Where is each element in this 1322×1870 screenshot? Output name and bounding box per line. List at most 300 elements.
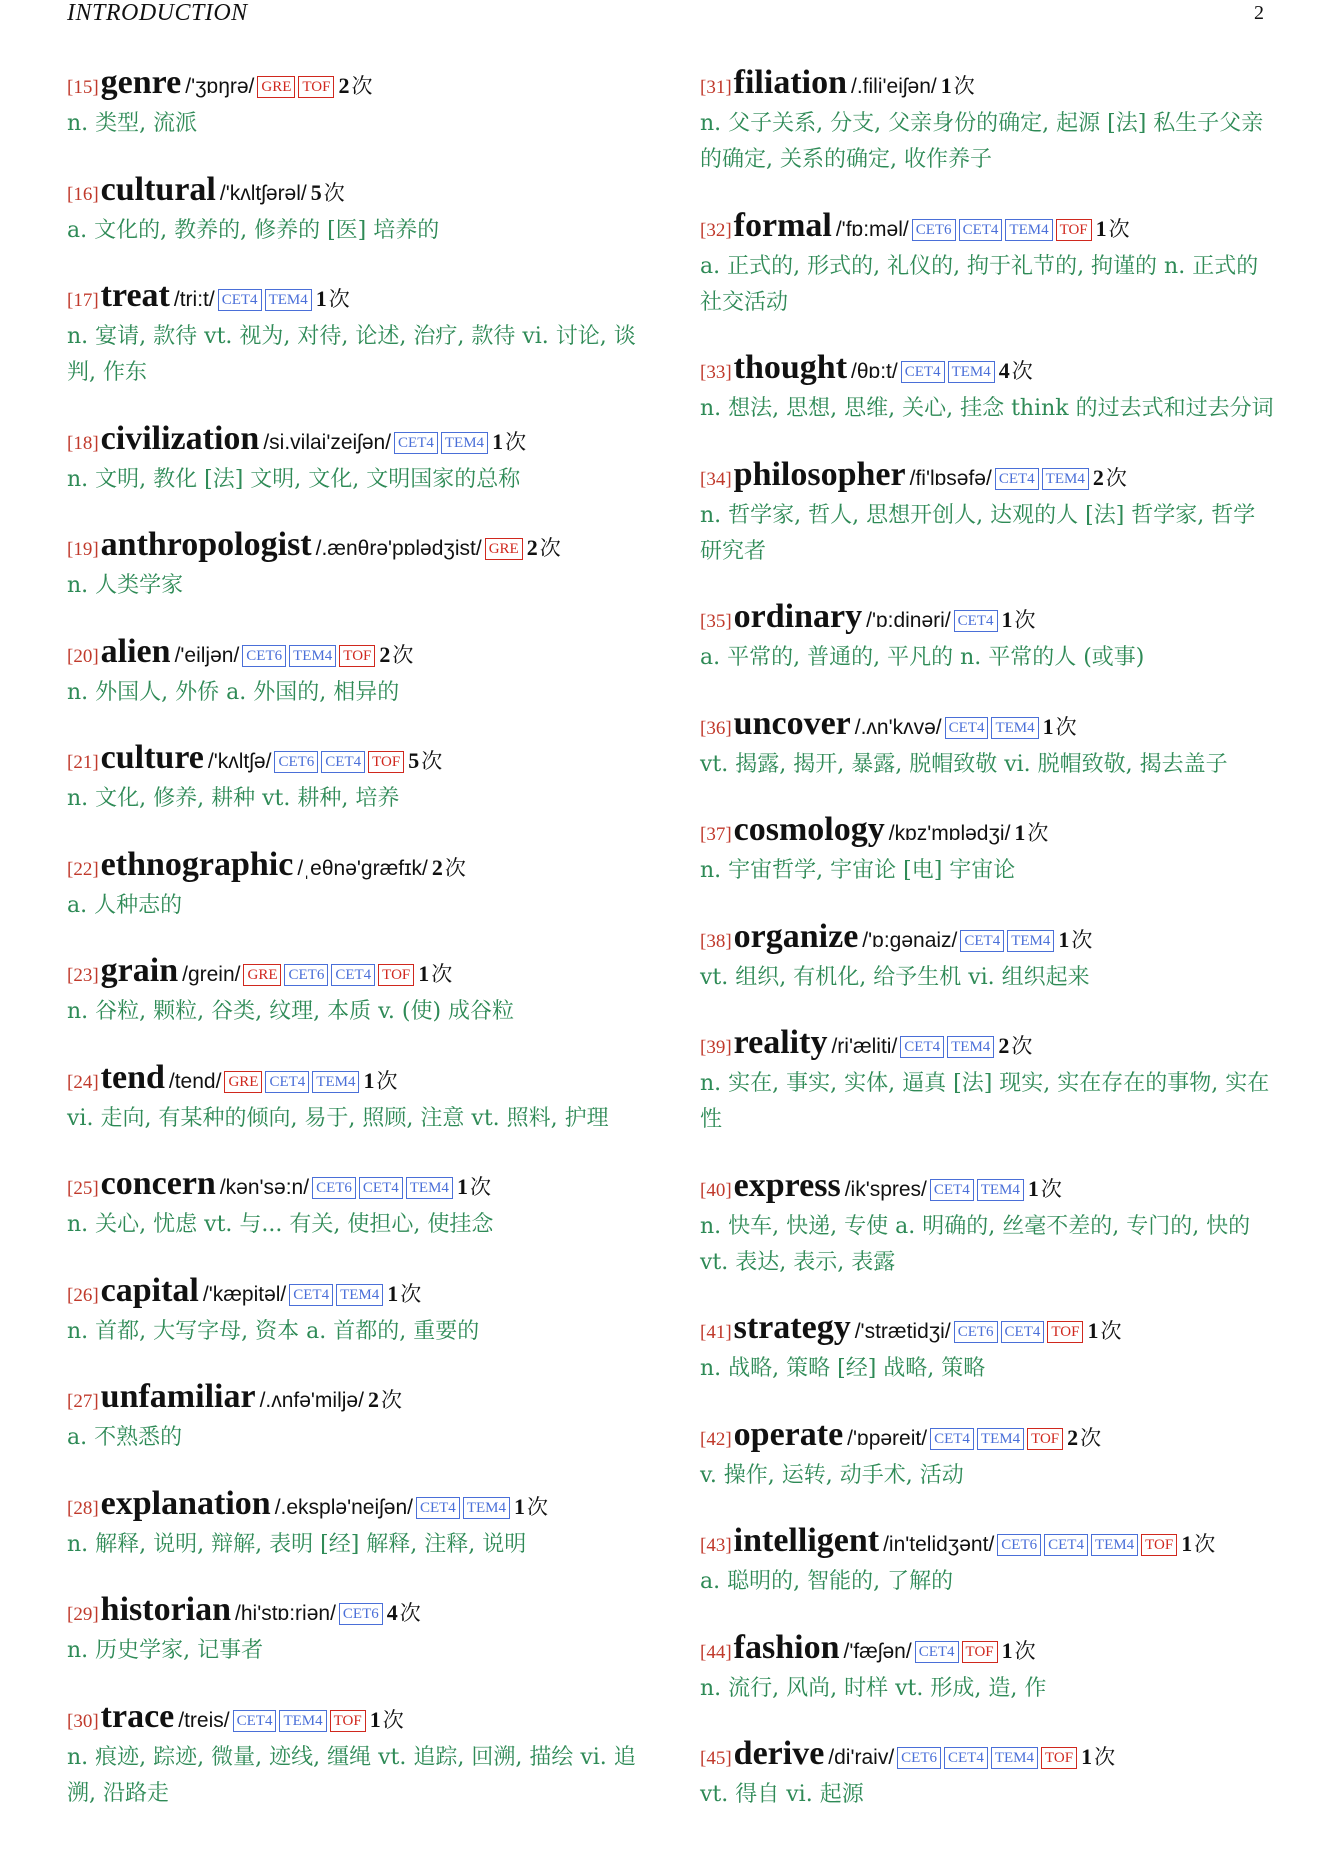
entry-number: [27] [67, 1391, 99, 1412]
headword: filiation [733, 64, 847, 101]
entry-headline [700, 599, 1275, 640]
vocab-entry [700, 350, 1275, 427]
phonetic: /grein/ [182, 963, 241, 986]
phonetic: /.ænθrə'pɒlədʒist/ [315, 537, 482, 560]
frequency-unit: 次 [953, 74, 975, 98]
entry-headline [700, 457, 1275, 498]
exam-tag-cet4: CET4 [233, 1710, 277, 1732]
frequency-count: 1 [1087, 1318, 1099, 1343]
entry-number: [31] [700, 77, 732, 98]
entry-headline [67, 1486, 645, 1527]
phonetic: /in'telidʒənt/ [883, 1533, 995, 1556]
exam-tag-cet4: CET4 [901, 361, 945, 383]
phonetic: /kən'sə:n/ [219, 1176, 310, 1199]
frequency-count: 2 [526, 535, 538, 560]
frequency-count: 1 [1001, 1637, 1013, 1663]
headword: unfamiliar [100, 1378, 256, 1415]
frequency-unit: 次 [469, 1175, 491, 1199]
frequency-unit: 次 [539, 536, 561, 560]
frequency-unit: 次 [1014, 608, 1036, 632]
headword: ordinary [733, 598, 863, 635]
entry-headline [67, 421, 645, 462]
exam-tag-cet4: CET4 [416, 1497, 460, 1519]
phonetic: /'fɒ:məl/ [835, 217, 909, 241]
frequency-count: 1 [1042, 713, 1054, 739]
vocab-entry [67, 278, 645, 391]
frequency-count: 1 [369, 1706, 381, 1732]
exam-tag-cet4: CET4 [1044, 1534, 1088, 1556]
frequency-count: 1 [1027, 1175, 1039, 1201]
headword: historian [100, 1591, 232, 1628]
definition: a. 平常的, 普通的, 平凡的 n. 平常的人 (或事) [700, 645, 1145, 670]
definition: n. 人类学家 [67, 573, 184, 598]
phonetic: /.ʌnfə'miljə/ [259, 1389, 364, 1412]
exam-tag-cet4: CET4 [218, 289, 262, 311]
phonetic: /fi'lɒsəfə/ [909, 466, 992, 490]
exam-tag-tem4: TEM4 [312, 1071, 359, 1093]
exam-tag-cet4: CET4 [359, 1177, 403, 1199]
entry-number: [38] [700, 930, 732, 952]
frequency-count: 1 [1095, 215, 1107, 241]
entry-number: [41] [700, 1322, 732, 1343]
definition: n. 父子关系, 分支, 父亲身份的确定, 起源 [法] 私生子父亲的确定, 关系的确定, 收作养子 [700, 111, 1264, 172]
phonetic: /.fili'eiʃən/ [851, 75, 937, 98]
exam-tag-cet4: CET4 [265, 1071, 309, 1093]
entry-number: [26] [67, 1284, 99, 1306]
definition: vt. 组织, 有机化, 给予生机 vi. 组织起来 [700, 964, 1090, 990]
frequency-unit: 次 [400, 1281, 422, 1306]
definition: n. 解释, 说明, 辩解, 表明 [经] 解释, 注释, 说明 [67, 1531, 527, 1557]
exam-tag-tof: TOF [962, 1641, 998, 1663]
exam-tag-cet6: CET6 [997, 1534, 1041, 1556]
vocab-entry [67, 634, 645, 711]
frequency-unit: 次 [1011, 1034, 1033, 1058]
definition: n. 历史学家, 记事者 [67, 1638, 264, 1663]
entry-headline [700, 812, 1275, 853]
exam-tag-tof: TOF [1047, 1321, 1083, 1343]
definition: vi. 走向, 有某种的倾向, 易于, 照顾, 注意 vt. 照料, 护理 [67, 1105, 609, 1131]
vocab-entry [67, 1699, 645, 1812]
exam-tag-cet6: CET6 [274, 751, 318, 773]
exam-tag-tof: TOF [330, 1710, 366, 1732]
frequency-count: 5 [310, 179, 322, 205]
vocab-entry [700, 1523, 1275, 1600]
headword: genre [100, 64, 182, 101]
frequency-unit: 次 [421, 749, 443, 773]
phonetic: /ri'æliti/ [831, 1035, 898, 1058]
vocab-entry [67, 421, 645, 498]
entry-headline [67, 172, 645, 213]
entry-number: [20] [67, 645, 99, 667]
headword: intelligent [733, 1522, 880, 1559]
vocab-entry [700, 1168, 1275, 1281]
definition: v. 操作, 运转, 动手术, 活动 [700, 1462, 964, 1488]
entry-headline [67, 1166, 645, 1207]
vocab-entry [700, 208, 1275, 321]
frequency-count: 2 [998, 1033, 1010, 1058]
definition: n. 首都, 大写字母, 资本 a. 首都的, 重要的 [67, 1318, 480, 1344]
frequency-unit: 次 [376, 1068, 398, 1093]
exam-tag-tof: TOF [368, 751, 404, 773]
entry-number: [17] [67, 290, 99, 311]
definition: vt. 得自 vi. 起源 [700, 1782, 864, 1807]
phonetic: /'strætidʒi/ [854, 1320, 951, 1343]
frequency-count: 1 [363, 1067, 375, 1093]
headword: alien [100, 632, 171, 670]
exam-tag-tof: TOF [1041, 1747, 1077, 1769]
exam-tag-cet4: CET4 [289, 1284, 333, 1306]
entry-number: [44] [700, 1641, 732, 1663]
exam-tag-tof: TOF [378, 964, 414, 986]
exam-tag-gre: GRE [224, 1071, 262, 1093]
entry-headline [67, 278, 645, 319]
definition: n. 痕迹, 踪迹, 微量, 迹线, 缰绳 vt. 追踪, 回溯, 描绘 vi. 追溯, 沿路走 [67, 1744, 636, 1806]
entry-headline [700, 1523, 1275, 1564]
definition: n. 关心, 忧虑 vt. 与... 有关, 使担心, 使挂念 [67, 1212, 494, 1237]
headword: reality [733, 1024, 828, 1061]
frequency-unit: 次 [1080, 1425, 1102, 1450]
headword: grain [100, 952, 179, 989]
exam-tag-tem4: TEM4 [947, 1036, 994, 1058]
definition: n. 类型, 流派 [67, 111, 198, 136]
headword: capital [100, 1271, 199, 1309]
frequency-count: 2 [379, 641, 391, 667]
exam-tag-cet4: CET4 [900, 1036, 944, 1058]
entry-headline [700, 1168, 1275, 1209]
headword: formal [733, 206, 832, 244]
frequency-count: 1 [315, 286, 327, 311]
phonetic: /'kʌltʃərəl/ [219, 181, 307, 205]
phonetic: /kɒz'mɒlədʒi/ [888, 822, 1011, 845]
exam-tag-cet4: CET4 [930, 1179, 974, 1201]
phonetic: /ˌeθnə'græfɪk/ [297, 856, 428, 880]
headword: derive [733, 1735, 825, 1772]
entry-number: [18] [67, 432, 99, 454]
phonetic: /treis/ [178, 1708, 230, 1732]
vocab-entry [67, 1592, 645, 1669]
exam-tag-cet6: CET6 [954, 1321, 998, 1343]
phonetic: /'ɒ:dinəri/ [866, 609, 951, 632]
headword: express [733, 1166, 841, 1204]
exam-tag-tem4: TEM4 [289, 645, 336, 667]
exam-tag-tem4: TEM4 [991, 1747, 1038, 1769]
exam-tag-cet6: CET6 [242, 645, 286, 667]
frequency-unit: 次 [399, 1601, 421, 1625]
vocab-entry [700, 706, 1275, 783]
exam-tag-tem4: TEM4 [279, 1710, 326, 1732]
phonetic: /'ɒ:gənaiz/ [862, 928, 958, 952]
phonetic: /'eiljən/ [174, 643, 240, 667]
definition: a. 不熟悉的 [67, 1425, 183, 1450]
frequency-count: 1 [1181, 1531, 1193, 1556]
vocab-entry [700, 599, 1275, 676]
entry-number: [23] [67, 965, 99, 986]
vocab-entry [700, 1025, 1275, 1138]
definition: n. 哲学家, 哲人, 思想开创人, 达观的人 [法] 哲学家, 哲学研究者 [700, 502, 1256, 564]
entry-headline [67, 65, 645, 106]
entry-headline [700, 1310, 1275, 1351]
headword: organize [733, 917, 859, 955]
vocab-entry [67, 527, 645, 604]
vocab-entry [67, 953, 645, 1030]
entry-headline [700, 919, 1275, 960]
entry-number: [28] [67, 1497, 99, 1519]
exam-tag-cet4: CET4 [945, 717, 989, 739]
phonetic: /.ʌn'kʌvə/ [854, 715, 942, 739]
phonetic: /'kʌltʃə/ [207, 750, 272, 773]
vocab-entry [67, 1273, 645, 1350]
phonetic: /'fæʃən/ [843, 1639, 912, 1663]
definition: n. 流行, 风尚, 时样 vt. 形成, 造, 作 [700, 1675, 1047, 1701]
entry-number: [15] [67, 77, 99, 98]
phonetic: /tend/ [168, 1069, 222, 1093]
frequency-count: 2 [338, 73, 350, 98]
frequency-unit: 次 [380, 1388, 402, 1412]
headword: treat [100, 277, 170, 314]
entry-number: [43] [700, 1535, 732, 1556]
entry-number: [37] [700, 824, 732, 845]
entry-headline [67, 740, 645, 781]
entry-number: [33] [700, 362, 732, 383]
entry-headline [700, 706, 1275, 747]
page-number: 2 [1254, 2, 1264, 24]
entry-number: [32] [700, 219, 732, 241]
entry-headline [67, 634, 645, 675]
exam-tag-gre: GRE [485, 538, 523, 560]
phonetic: /'ɒpəreit/ [847, 1426, 928, 1450]
headword: anthropologist [100, 526, 312, 563]
definition: a. 人种志的 [67, 892, 183, 918]
frequency-count: 1 [1001, 607, 1013, 632]
headword: culture [100, 739, 204, 776]
entry-number: [39] [700, 1037, 732, 1058]
entry-number: [45] [700, 1748, 732, 1769]
headword: thought [733, 349, 848, 386]
vocab-entry [67, 172, 645, 249]
left-column [67, 65, 645, 1841]
section-title: INTRODUCTION [67, 0, 248, 26]
entry-number: [36] [700, 717, 732, 739]
exam-tag-tem4: TEM4 [463, 1497, 510, 1519]
exam-tag-tof: TOF [1056, 219, 1092, 241]
exam-tag-cet4: CET4 [1001, 1321, 1045, 1343]
definition: a. 聪明的, 智能的, 了解的 [700, 1569, 954, 1594]
entry-number: [34] [700, 468, 732, 490]
vocab-entry [700, 1736, 1275, 1813]
vocab-entry [700, 457, 1275, 570]
frequency-count: 1 [387, 1280, 399, 1306]
frequency-unit: 次 [431, 962, 453, 986]
definition: n. 文化, 修养, 耕种 vt. 耕种, 培养 [67, 786, 400, 811]
headword: fashion [733, 1628, 840, 1666]
vocab-entry [67, 1060, 645, 1137]
entry-number: [29] [67, 1604, 99, 1625]
definition: vt. 揭露, 揭开, 暴露, 脱帽致敬 vi. 脱帽致敬, 揭去盖子 [700, 751, 1228, 777]
exam-tag-cet6: CET6 [339, 1603, 383, 1625]
definition: n. 快车, 快递, 专使 a. 明确的, 丝毫不差的, 专门的, 快的 vt. 表达, 表示, 表露 [700, 1213, 1251, 1275]
entry-headline [67, 847, 645, 888]
vocab-entry [67, 1379, 645, 1456]
headword: philosopher [733, 455, 906, 493]
exam-tag-tem4: TEM4 [977, 1179, 1024, 1201]
frequency-unit: 次 [526, 1494, 548, 1519]
exam-tag-cet4: CET4 [321, 751, 365, 773]
headword: explanation [100, 1484, 271, 1522]
entry-number: [24] [67, 1071, 99, 1093]
frequency-unit: 次 [444, 855, 466, 880]
frequency-unit: 次 [505, 429, 527, 454]
definition: n. 实在, 事实, 实体, 逼真 [法] 现实, 实在存在的事物, 实在性 [700, 1071, 1270, 1132]
definition: n. 宇宙哲学, 宇宙论 [电] 宇宙论 [700, 858, 1016, 883]
exam-tag-cet4: CET4 [944, 1747, 988, 1769]
frequency-unit: 次 [382, 1707, 404, 1732]
exam-tag-tem4: TEM4 [406, 1177, 453, 1199]
frequency-unit: 次 [1027, 821, 1049, 845]
phonetic: /ik'spres/ [844, 1177, 927, 1201]
frequency-count: 2 [431, 854, 443, 880]
vocab-entry [700, 812, 1275, 889]
page-header [0, 0, 1322, 30]
frequency-count: 1 [940, 73, 952, 98]
entry-number: [21] [67, 752, 99, 773]
entry-headline [67, 1060, 645, 1101]
exam-tag-tem4: TEM4 [1005, 219, 1052, 241]
vocab-entry [67, 740, 645, 817]
frequency-count: 1 [1081, 1744, 1093, 1769]
entry-headline [67, 953, 645, 994]
frequency-unit: 次 [392, 642, 414, 667]
definition: n. 外国人, 外侨 a. 外国的, 相异的 [67, 679, 400, 705]
frequency-count: 1 [456, 1174, 468, 1199]
frequency-count: 1 [418, 961, 430, 986]
frequency-count: 4 [998, 358, 1010, 383]
headword: uncover [733, 704, 851, 742]
definition: n. 战略, 策略 [经] 战略, 策略 [700, 1356, 986, 1381]
entry-number: [35] [700, 611, 732, 632]
definition: n. 宴请, 款待 vt. 视为, 对待, 论述, 治疗, 款待 vi. 讨论, 谈判, 作东 [67, 324, 636, 385]
frequency-count: 2 [1067, 1424, 1079, 1450]
exam-tag-cet4: CET4 [915, 1641, 959, 1663]
headword: operate [733, 1415, 844, 1453]
headword: cultural [100, 170, 216, 208]
entry-headline [700, 1630, 1275, 1671]
frequency-count: 2 [367, 1387, 379, 1412]
vocab-entry [67, 1166, 645, 1243]
entry-number: [40] [700, 1179, 732, 1201]
entry-headline [67, 1379, 645, 1420]
exam-tag-cet6: CET6 [912, 219, 956, 241]
entry-headline [700, 350, 1275, 391]
frequency-count: 1 [513, 1493, 525, 1519]
headword: concern [100, 1165, 216, 1202]
definition: n. 文明, 教化 [法] 文明, 文化, 文明国家的总称 [67, 466, 521, 492]
vocab-entry [67, 65, 645, 142]
entry-number: [30] [67, 1710, 99, 1732]
headword: civilization [100, 419, 260, 457]
frequency-unit: 次 [1071, 927, 1093, 952]
frequency-unit: 次 [1011, 359, 1033, 383]
frequency-count: 2 [1092, 464, 1104, 490]
exam-tag-cet4: CET4 [394, 432, 438, 454]
frequency-unit: 次 [1040, 1176, 1062, 1201]
frequency-unit: 次 [1105, 465, 1127, 490]
entry-headline [67, 1273, 645, 1314]
frequency-unit: 次 [328, 287, 350, 311]
vocab-entry [67, 847, 645, 924]
definition: n. 想法, 思想, 思维, 关心, 挂念 think 的过去式和过去分词 [700, 396, 1274, 421]
exam-tag-tem4: TEM4 [1091, 1534, 1138, 1556]
exam-tag-tof: TOF [298, 76, 334, 98]
frequency-count: 1 [492, 428, 504, 454]
frequency-count: 5 [408, 748, 420, 773]
exam-tag-cet4: CET4 [995, 468, 1039, 490]
frequency-count: 4 [386, 1600, 398, 1625]
frequency-count: 1 [1058, 926, 1070, 952]
exam-tag-cet6: CET6 [312, 1177, 356, 1199]
headword: tend [100, 1058, 165, 1096]
exam-tag-tem4: TEM4 [441, 432, 488, 454]
entry-headline [700, 65, 1275, 106]
entry-headline [67, 527, 645, 568]
vocab-entry [700, 919, 1275, 996]
headword: strategy [733, 1309, 851, 1346]
entry-headline [700, 1417, 1275, 1458]
frequency-unit: 次 [1094, 1745, 1116, 1769]
phonetic: /.eksplə'neiʃən/ [274, 1495, 413, 1519]
entry-headline [67, 1699, 645, 1740]
exam-tag-tof: TOF [1141, 1534, 1177, 1556]
vocab-entry [67, 1486, 645, 1563]
headword: trace [100, 1697, 175, 1735]
phonetic: /di'raiv/ [828, 1746, 895, 1769]
entry-number: [42] [700, 1428, 732, 1450]
frequency-unit: 次 [323, 180, 345, 205]
frequency-unit: 次 [1014, 1638, 1036, 1663]
vocab-entry [700, 65, 1275, 178]
exam-tag-tem4: TEM4 [977, 1428, 1024, 1450]
exam-tag-tof: TOF [1027, 1428, 1063, 1450]
phonetic: /tri:t/ [173, 288, 215, 311]
exam-tag-tem4: TEM4 [1007, 930, 1054, 952]
entry-headline [67, 1592, 645, 1633]
exam-tag-cet4: CET4 [960, 930, 1004, 952]
phonetic: /hi'stɒ:riən/ [235, 1602, 336, 1625]
frequency-unit: 次 [1194, 1532, 1216, 1556]
entry-headline [700, 1736, 1275, 1777]
phonetic: /'kæpitəl/ [202, 1282, 287, 1306]
exam-tag-cet4: CET4 [959, 219, 1003, 241]
entry-number: [22] [67, 858, 99, 880]
entry-headline [700, 208, 1275, 249]
exam-tag-cet6: CET6 [897, 1747, 941, 1769]
exam-tag-cet4: CET4 [930, 1428, 974, 1450]
vocab-entry [700, 1310, 1275, 1387]
frequency-unit: 次 [1055, 714, 1077, 739]
exam-tag-tem4: TEM4 [948, 361, 995, 383]
frequency-unit: 次 [1108, 216, 1130, 241]
exam-tag-tem4: TEM4 [336, 1284, 383, 1306]
exam-tag-gre: GRE [257, 76, 295, 98]
exam-tag-tem4: TEM4 [1042, 468, 1089, 490]
frequency-unit: 次 [1100, 1319, 1122, 1343]
exam-tag-tem4: TEM4 [991, 717, 1038, 739]
right-column [700, 65, 1275, 1843]
headword: ethnographic [100, 845, 294, 883]
frequency-unit: 次 [351, 74, 373, 98]
entry-number: [19] [67, 539, 99, 560]
exam-tag-cet6: CET6 [284, 964, 328, 986]
exam-tag-tem4: TEM4 [265, 289, 312, 311]
